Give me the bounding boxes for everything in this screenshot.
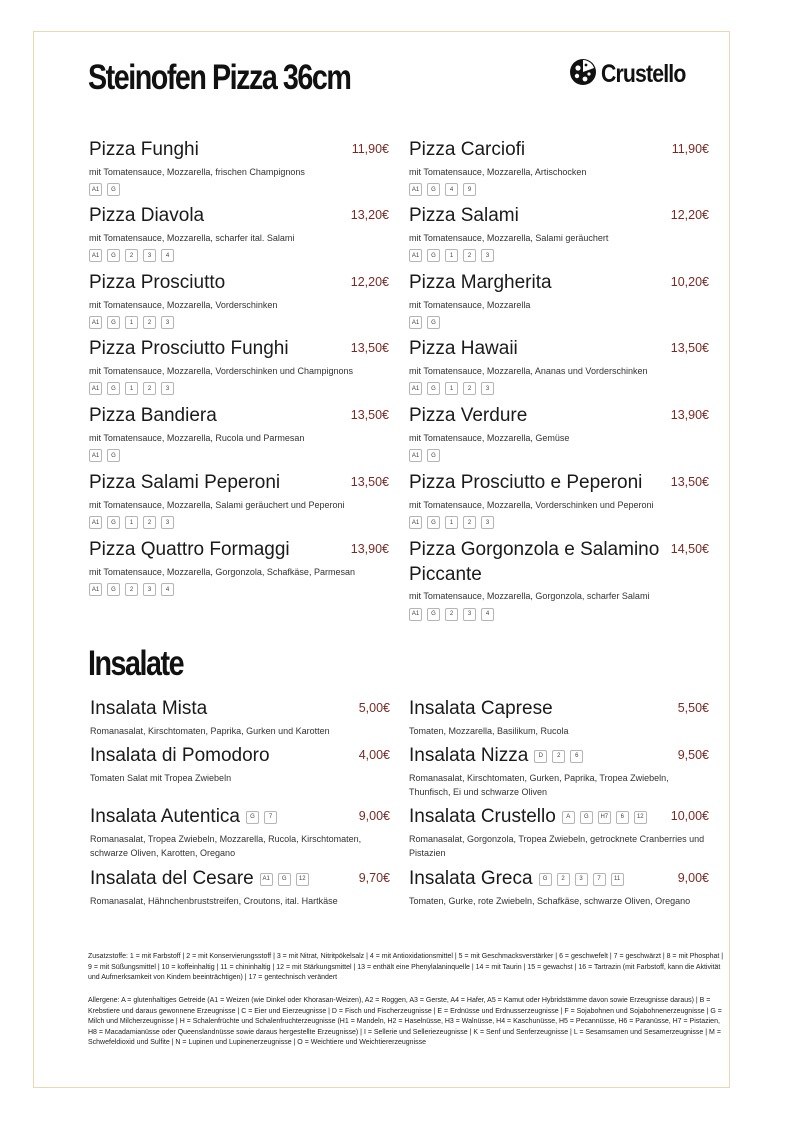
menu-item-description: Romanasalat, Gorgonzola, Tropea Zwiebeln, getrocknete Cranberries und Pistazien (409, 833, 705, 859)
allergen-tags (89, 382, 389, 395)
menu-item-name: Pizza Funghi (89, 139, 199, 160)
allergen-tag: G (107, 583, 120, 596)
allergen-tag: 2 (143, 316, 156, 329)
menu-item-header (90, 697, 390, 722)
allergen-tag: 3 (143, 583, 156, 596)
menu-item-header (89, 138, 389, 163)
menu-item-title (409, 697, 553, 722)
menu-item (89, 538, 389, 596)
allergen-tag: 2 (557, 873, 570, 886)
allergen-tag: 2 (125, 583, 138, 596)
menu-item-title (409, 138, 525, 163)
menu-item (89, 471, 389, 529)
allergen-tags (539, 873, 624, 886)
menu-item (409, 744, 709, 799)
menu-item-title (90, 805, 277, 830)
allergen-tags (246, 811, 277, 824)
menu-item-name: Insalata Mista (90, 698, 208, 719)
menu-item (409, 337, 709, 395)
menu-item-price: 13,50€ (670, 341, 709, 355)
menu-item-header (409, 471, 709, 496)
allergen-tag: G (427, 316, 440, 329)
menu-item-title (409, 337, 518, 362)
logo (568, 57, 700, 92)
pizza-icon (568, 57, 598, 92)
allergen-tag: 6 (616, 811, 629, 824)
allergen-tags (409, 516, 709, 529)
menu-item-header (90, 744, 390, 769)
allergen-tag: 3 (481, 249, 494, 262)
menu-item-price: 9,70€ (358, 871, 390, 885)
menu-item-price: 4,00€ (358, 748, 390, 762)
menu-item-price: 13,50€ (350, 475, 389, 489)
menu-item-description: mit Tomatensauce, Mozzarella, Ananas und Vorderschinken (409, 365, 648, 376)
menu-item-title (90, 744, 270, 769)
menu-item (409, 538, 709, 621)
allergen-tag: A1 (409, 516, 422, 529)
menu-item-name: Pizza Carciofi (409, 139, 526, 160)
menu-item-name: Insalata di Pomodoro (90, 745, 270, 766)
allergen-tag: G (107, 316, 120, 329)
allergen-tags (562, 811, 647, 824)
menu-item-title (409, 744, 583, 769)
menu-item-description: mit Tomatensauce, Mozzarella (409, 299, 531, 310)
menu-item-name: Insalata Greca (409, 868, 533, 889)
menu-item-name: Insalata Crustello (409, 806, 556, 827)
menu-item-name: Pizza Bandiera (89, 405, 217, 426)
menu-item (409, 204, 709, 262)
menu-item-description: mit Tomatensauce, Mozzarella, Rucola und Parmesan (89, 432, 305, 443)
menu-item-name: Insalata Nizza (409, 745, 529, 766)
allergen-tag: G (427, 183, 440, 196)
menu-item-title (89, 337, 289, 362)
menu-item-description: mit Tomatensauce, Mozzarella, Gorgonzola, scharfer Salami (409, 591, 650, 602)
allergen-tags (89, 249, 389, 262)
menu-item (89, 204, 389, 262)
menu-item-name: Pizza Diavola (89, 205, 205, 226)
menu-item-description: Tomaten, Gurke, rote Zwiebeln, Schafkäse, schwarze Oliven, Oregano (409, 895, 691, 906)
menu-item-description: mit Tomatensauce, Mozzarella, frischen Champignons (89, 166, 305, 177)
menu-item-name: Pizza Salami (409, 205, 519, 226)
allergen-tag: 7 (593, 873, 606, 886)
menu-item-header (409, 404, 709, 429)
menu-item-header (89, 538, 389, 563)
pizza-section-title: Steinofen Pizza 36cm (88, 58, 351, 97)
allergen-tag: G (107, 449, 120, 462)
menu-item (89, 138, 389, 196)
menu-item-header (409, 204, 709, 229)
menu-item-description: mit Tomatensauce, Mozzarella, Gemüse (409, 432, 570, 443)
allergen-tag: 4 (161, 583, 174, 596)
salads-section-title: Insalate (88, 644, 184, 683)
menu-item-title (90, 867, 309, 892)
menu-item-header (89, 204, 389, 229)
menu-item-header (409, 697, 709, 722)
menu-item-price: 9,50€ (677, 748, 709, 762)
allergen-tag: 4 (161, 249, 174, 262)
allergen-tag: 3 (143, 249, 156, 262)
menu-item-description: Romanasalat, Kirschtomaten, Paprika, Gurken und Karotten (90, 725, 330, 736)
allergen-tag: A1 (89, 449, 102, 462)
allergen-tags (89, 449, 389, 462)
logo-text: Crustello (601, 60, 686, 88)
menu-item-description: mit Tomatensauce, Mozzarella, Gorgonzola, Schafkäse, Parmesan (89, 566, 355, 577)
menu-item-header (409, 805, 709, 830)
menu-item-price: 9,00€ (358, 809, 390, 823)
menu-item-title (409, 805, 647, 830)
allergen-tag: 3 (161, 316, 174, 329)
allergen-tag: D (534, 750, 547, 763)
allergen-tag: G (107, 382, 120, 395)
allergen-tag: A1 (89, 382, 102, 395)
menu-item-title (90, 697, 207, 722)
menu-item (90, 744, 390, 785)
allergen-tag: A1 (409, 382, 422, 395)
menu-item-name: Pizza Salami Peperoni (89, 472, 281, 493)
allergen-tag: G (539, 873, 552, 886)
allergen-tag: 1 (445, 249, 458, 262)
menu-item-price: 11,90€ (351, 142, 389, 156)
menu-item-description: mit Tomatensauce, Mozzarella, Vorderschinken (89, 299, 278, 310)
menu-item-title (89, 271, 225, 296)
menu-item-name: Pizza Prosciutto Funghi (89, 338, 289, 359)
menu-item-title (409, 471, 642, 496)
menu-item-description: mit Tomatensauce, Mozzarella, Vorderschinken und Champignons (89, 365, 353, 376)
allergen-tag: G (427, 516, 440, 529)
menu-item (89, 271, 389, 329)
allergen-tags (89, 183, 389, 196)
allergen-tag: 1 (125, 316, 138, 329)
allergen-tag: 4 (481, 608, 494, 621)
menu-item-price: 5,50€ (677, 701, 709, 715)
menu-item-name: Pizza Margherita (409, 272, 552, 293)
allergen-tag: G (427, 249, 440, 262)
allergen-tag: 4 (445, 183, 458, 196)
menu-item-description: Tomaten Salat mit Tropea Zwiebeln (90, 772, 232, 783)
allergen-tag: 3 (481, 516, 494, 529)
menu-item-description: Tomaten, Mozzarella, Basilikum, Rucola (409, 725, 569, 736)
menu-item-title (89, 138, 199, 163)
allergen-tag: 3 (161, 516, 174, 529)
allergen-tag: G (427, 608, 440, 621)
allergen-tag: A1 (409, 449, 422, 462)
allergen-tag: A (562, 811, 575, 824)
allergens-note: Allergene: A = glutenhaltiges Getreide (A1 = Weizen (wie Dinkel oder Khorasan-Weizen), A2 = Roggen, A3 = Gerste, A4 = Hafer, A5 = Kamut oder Hybridstämme davon sowie Erzeugnisse daraus) | B = Krebstiere und daraus gewonnene Erzeugnisse | C = Eier und Eierzeugnisse | D = Fisch und Fischerzeugnisse | E = Erdnüsse und Erdnusserzeugnisse | F = Sojabohnen und Sojabohnenerzeugnisse | G = Milch und Milcherzeugnisse | H = Schalenfrüchte und Schalenfruchterzeugnisse (H1 = Mandeln, H2 = Haselnüsse, H3 = Walnüsse, H4 = Kaschunüsse, H5 = Pecannüsse, H6 = Paranüsse, H7 = Pistazien, H8 = Macadamianüsse oder Queenslandnüsse sowie daraus hergestellte Erzeugnisse) | I = Sellerie und Selleriezeugnisse | K = Senf und Senferzeugnisse | L = Sesamsamen und Sesamerzeugnisse | M = Schwefeldioxid und Sulfite | N = Lupinen und Lupinenerzeugnisse | O = Weichtiere und Weichtiererzeugnisse (88, 997, 722, 1046)
menu-item-title (89, 204, 204, 229)
menu-item-name: Pizza Verdure (409, 405, 528, 426)
menu-item (90, 867, 390, 908)
menu-item (409, 805, 709, 860)
allergen-tag: 2 (463, 382, 476, 395)
menu-item-name: Pizza Quattro Formaggi (89, 539, 290, 560)
menu-item-description: mit Tomatensauce, Mozzarella, Salami geräuchert (409, 232, 609, 243)
menu-item-name: Insalata Autentica (90, 806, 240, 827)
allergen-tag: G (246, 811, 259, 824)
menu-item-header (89, 337, 389, 362)
allergen-tags (534, 750, 583, 763)
menu-item-name: Pizza Hawaii (409, 338, 518, 359)
menu-item-title (89, 538, 290, 563)
menu-item (89, 404, 389, 462)
allergen-tags (409, 183, 709, 196)
allergen-tag: 3 (161, 382, 174, 395)
allergen-tag: 2 (445, 608, 458, 621)
menu-item-name: Insalata Caprese (409, 698, 553, 719)
menu-item-header (409, 867, 709, 892)
allergen-tag: 12 (296, 873, 309, 886)
menu-item-price: 13,50€ (670, 475, 709, 489)
menu-item-title (409, 538, 669, 587)
menu-item-name: Insalata del Cesare (90, 868, 254, 889)
allergen-tags (89, 583, 389, 596)
menu-item-description: mit Tomatensauce, Mozzarella, Vorderschinken und Peperoni (409, 499, 654, 510)
allergen-tag: A1 (409, 316, 422, 329)
allergen-tags (260, 873, 309, 886)
menu-item-header (90, 867, 390, 892)
menu-item-title (409, 404, 527, 429)
allergen-tag: 1 (125, 516, 138, 529)
menu-item-title (409, 271, 552, 296)
allergen-tag: 11 (611, 873, 624, 886)
menu-item-price: 12,20€ (670, 208, 709, 222)
menu-item-description: mit Tomatensauce, Mozzarella, scharfer ital. Salami (89, 232, 295, 243)
allergen-tag: 2 (125, 249, 138, 262)
allergen-tag: 2 (463, 249, 476, 262)
menu-item-header (89, 471, 389, 496)
menu-item (409, 471, 709, 529)
menu-item-name: Pizza Gorgonzola e Salamino Piccante (409, 539, 660, 585)
allergen-tag: 6 (570, 750, 583, 763)
allergen-tag: G (107, 249, 120, 262)
allergen-tag: G (427, 449, 440, 462)
allergen-tag: 2 (143, 382, 156, 395)
allergen-tag: 12 (634, 811, 647, 824)
allergen-tag: G (107, 183, 120, 196)
allergen-tag: A1 (89, 183, 102, 196)
allergen-tags (409, 449, 709, 462)
menu-item-header (89, 271, 389, 296)
menu-item-header (409, 744, 709, 769)
allergen-tags (409, 608, 709, 621)
menu-item (409, 138, 709, 196)
allergen-tag: 1 (445, 382, 458, 395)
menu-item-price: 13,20€ (350, 208, 389, 222)
additives-note: Zusatzstoffe: 1 = mit Farbstoff | 2 = mit Konservierungsstoff | 3 = mit Nitrat, Nitritpökelsalz | 4 = mit Antioxidationsmittel | 5 = mit Geschmacksverstärker | 6 = geschwefelt | 7 = geschwärzt | 8 = mit Phosphat | 9 = mit Süßungsmittel | 10 = koffeinhaltig | 11 = chininhaltig | 12 = mit Stärkungsmittel | 13 = enthält eine Phenylalaninquelle | 14 = mit Taurin | 15 = gewachst | 16 = Tartrazin (mit Farbstoff, kann die Aktivität und Aufmerksamkeit von Kindern beeinträchtigen) | 17 = gentechnisch verändert (88, 953, 724, 981)
menu-item-description: mit Tomatensauce, Mozzarella, Artischocken (409, 166, 587, 177)
allergen-tag: 7 (264, 811, 277, 824)
menu-item-header (90, 805, 390, 830)
allergen-tags (89, 316, 389, 329)
menu-item-title (409, 867, 624, 892)
allergen-tag: 2 (143, 516, 156, 529)
menu-item (409, 404, 709, 462)
allergen-tag: 9 (463, 183, 476, 196)
allergen-tags (409, 316, 709, 329)
menu-item-title (89, 404, 217, 429)
allergen-tag: 3 (481, 382, 494, 395)
menu-item-description: Romanasalat, Kirschtomaten, Gurken, Paprika, Tropea Zwiebeln, Thunfisch, Ei und schwarze Oliven (409, 772, 669, 798)
allergen-tags (89, 516, 389, 529)
menu-item-name: Pizza Prosciutto e Peperoni (409, 472, 643, 493)
allergen-tag: 1 (445, 516, 458, 529)
allergen-tag: A1 (260, 873, 273, 886)
menu-item-title (409, 204, 519, 229)
menu-item (409, 697, 709, 738)
menu-item-price: 12,20€ (350, 275, 389, 289)
menu-item (90, 805, 390, 860)
allergen-tag: 3 (463, 608, 476, 621)
menu-item (409, 271, 709, 329)
menu-item-description: Romanasalat, Hähnchenbruststreifen, Croutons, ital. Hartkäse (90, 895, 338, 906)
allergen-tag: A1 (89, 583, 102, 596)
menu-item-header (409, 337, 709, 362)
menu-item-header (409, 538, 709, 587)
allergen-tag: A1 (89, 516, 102, 529)
allergen-tag: 2 (463, 516, 476, 529)
menu-item-price: 13,90€ (670, 408, 709, 422)
allergen-tag: A1 (89, 316, 102, 329)
allergen-tags (409, 382, 709, 395)
menu-item-price: 10,20€ (670, 275, 709, 289)
menu-item (89, 337, 389, 395)
menu-item (409, 867, 709, 908)
allergen-tag: G (580, 811, 593, 824)
menu-item-description: Romanasalat, Tropea Zwiebeln, Mozzarella, Rucola, Kirschtomaten, schwarze Oliven, Karotten, Oregano (90, 833, 362, 859)
menu-item-name: Pizza Prosciutto (89, 272, 226, 293)
menu-item-header (409, 138, 709, 163)
allergen-tag: A1 (409, 608, 422, 621)
menu-item (90, 697, 390, 738)
allergen-tag: G (107, 516, 120, 529)
menu-item-header (409, 271, 709, 296)
menu-item-price: 9,00€ (677, 871, 709, 885)
menu-item-header (89, 404, 389, 429)
menu-item-price: 11,90€ (671, 142, 709, 156)
menu-item-price: 13,50€ (350, 341, 389, 355)
allergen-tag: G (427, 382, 440, 395)
allergen-tag: 1 (125, 382, 138, 395)
allergen-tag: G (278, 873, 291, 886)
menu-item-price: 5,00€ (358, 701, 390, 715)
allergen-tag: 2 (552, 750, 565, 763)
allergen-tag: A1 (409, 249, 422, 262)
allergen-tag: A1 (89, 249, 102, 262)
menu-item-price: 10,00€ (670, 809, 709, 823)
menu-item-title (89, 471, 280, 496)
allergen-tags (409, 249, 709, 262)
menu-item-price: 14,50€ (670, 542, 709, 556)
allergen-tag: H7 (598, 811, 611, 824)
menu-item-description: mit Tomatensauce, Mozzarella, Salami geräuchert und Peperoni (89, 499, 345, 510)
menu-item-price: 13,50€ (350, 408, 389, 422)
allergen-tag: 3 (575, 873, 588, 886)
allergen-tag: A1 (409, 183, 422, 196)
menu-item-price: 13,90€ (350, 542, 389, 556)
